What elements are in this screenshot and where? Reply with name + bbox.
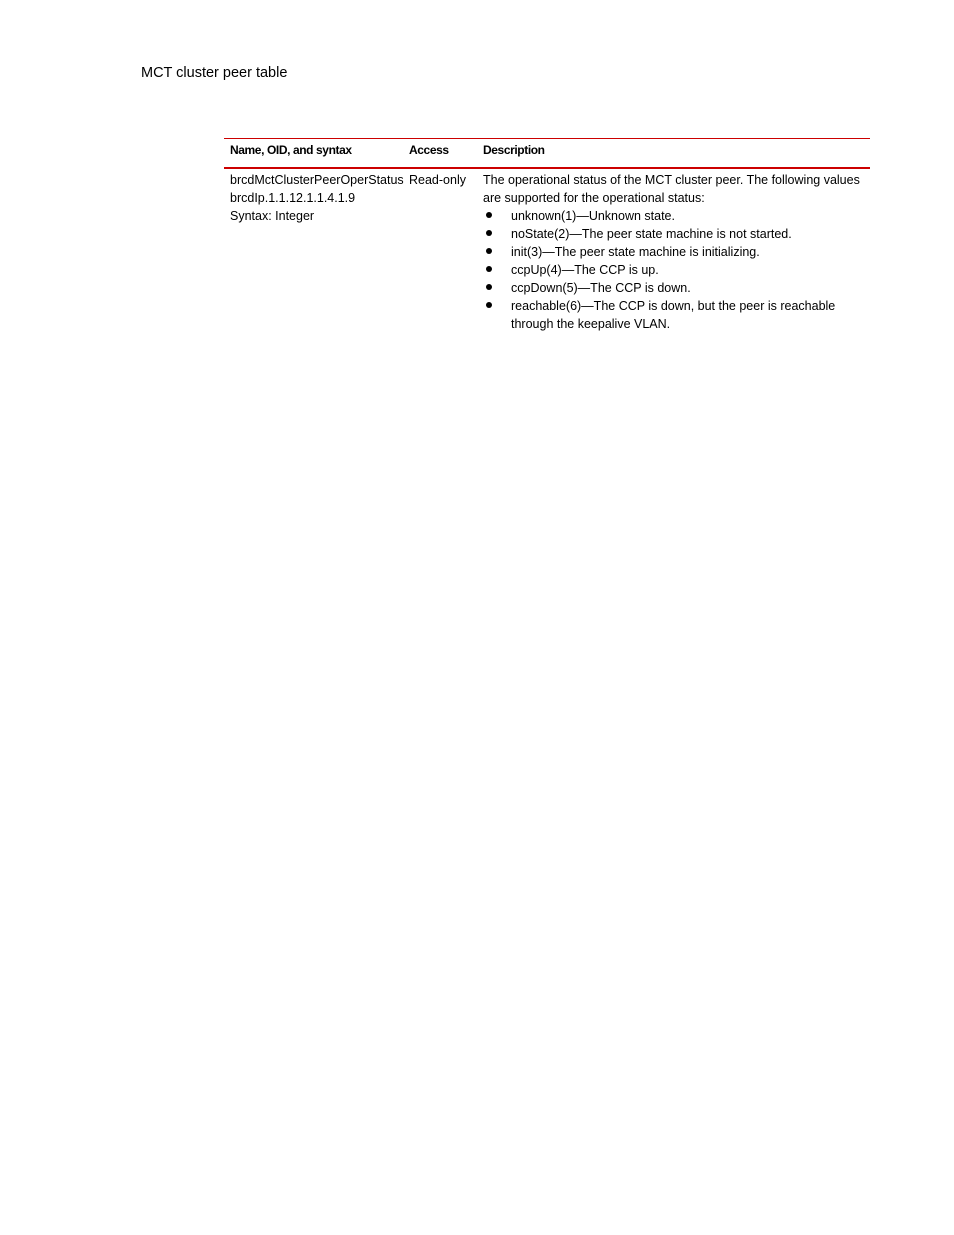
list-item-text: ccpDown(5)—The CCP is down.	[511, 281, 691, 295]
list-item-text: noState(2)—The peer state machine is not started.	[511, 227, 792, 241]
mib-object-table	[224, 138, 870, 333]
list-item	[483, 207, 864, 225]
column-header-description: Description	[477, 139, 870, 169]
bullet-icon	[486, 248, 492, 254]
object-syntax: Syntax: Integer	[230, 209, 315, 223]
bullet-icon	[486, 230, 492, 236]
bullet-icon	[486, 302, 492, 308]
bullet-icon	[486, 266, 492, 272]
list-item-text: init(3)—The peer state machine is initializing.	[511, 245, 760, 259]
list-item-text: ccpUp(4)—The CCP is up.	[511, 263, 659, 277]
object-name: brcdMctClusterPeerOperStatus	[230, 173, 404, 187]
column-header-access: Access	[403, 139, 477, 169]
bullet-icon	[486, 212, 492, 218]
access-cell: Read-only	[409, 173, 466, 187]
column-header-name: Name, OID, and syntax	[224, 139, 403, 169]
bullet-icon	[486, 284, 492, 290]
description-text: The operational status of the MCT cluster peer. The following values are supported for the operational status:	[483, 173, 860, 205]
list-item-text: reachable(6)—The CCP is down, but the peer is reachable through the keepalive VLAN.	[511, 299, 836, 331]
list-item	[483, 261, 864, 279]
table-header-row	[224, 139, 870, 169]
list-item-text: unknown(1)—Unknown state.	[511, 209, 675, 223]
description-cell	[477, 168, 870, 333]
list-item	[483, 225, 864, 243]
page-header: MCT cluster peer table	[141, 65, 288, 81]
status-value-list	[483, 207, 864, 333]
name-cell	[224, 168, 403, 333]
table-row	[224, 168, 870, 333]
object-oid: brcdIp.1.1.12.1.1.4.1.9	[230, 191, 356, 205]
list-item	[483, 297, 864, 333]
list-item	[483, 243, 864, 261]
list-item	[483, 279, 864, 297]
